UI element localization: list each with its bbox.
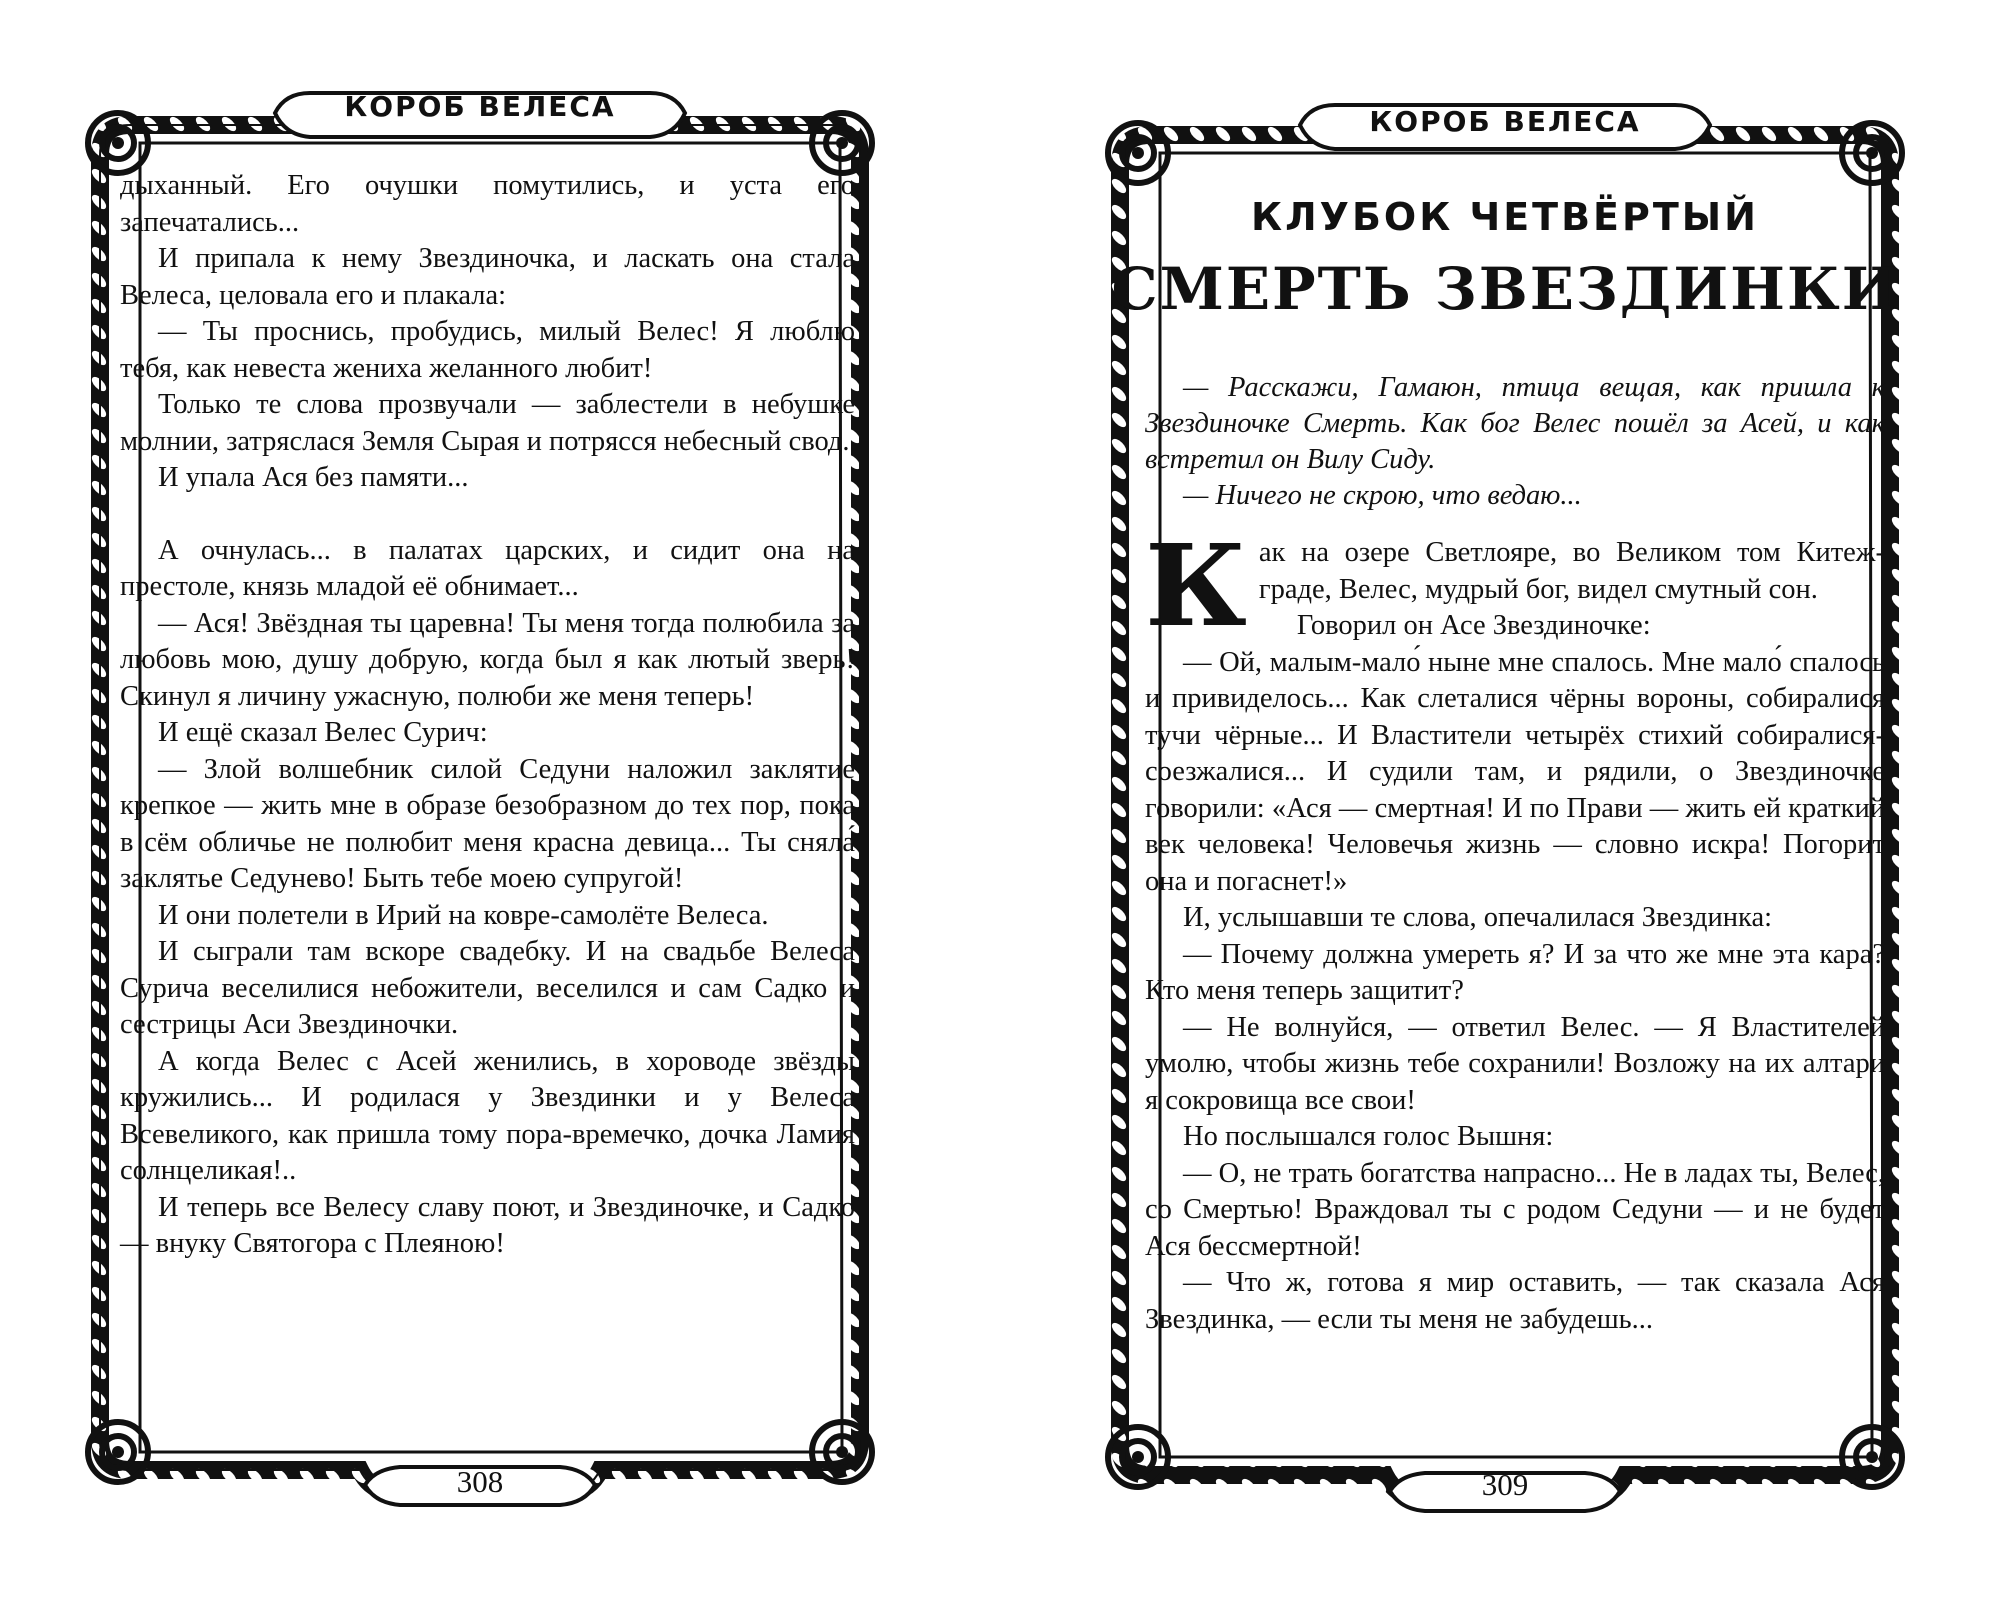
paragraph: — Ой, малым-мало́ ныне мне спалось. Мне мало́ спалось и привиделось... Как слеталися чёрны вороны, собиралися тучи чёрные... И Властители четырёх стихий собиралися-соезжалися... И судили там, и рядили, о Звездиночке говорили: «Ася — смертная! И по Прави — жить ей краткий век человека! Человечья жизнь — словно искра! Погорит она и погаснет!» xyxy=(1145,646,1885,897)
paragraph: — Что ж, готова я мир оставить, — так сказала Ася Звездинка, — если ты меня не забудешь... xyxy=(1145,1267,1885,1335)
paragraph: Только те слова прозвучали — заблестели в небушке молнии, затряслася Земля Сырая и потрясся небесный свод. xyxy=(120,389,855,457)
running-header: КОРОБ ВЕЛЕСА xyxy=(344,90,616,123)
paragraph: — Ты проснись, пробудись, милый Велес! Я люблю тебя, как невеста жениха желанного любит! xyxy=(120,316,855,384)
epigraph-line: — Ничего не скрою, что ведаю... xyxy=(1183,480,1582,511)
paragraph: Говорил он Асе Звездиночке: xyxy=(1296,610,1651,641)
paragraph: — О, не трать богатства напрасно... Не в ладах ты, Велес, со Смертью! Враждовал ты с родом Седуни — и не будет Ася бессмертной! xyxy=(1145,1157,1885,1262)
paragraph: И теперь все Велесу славу поют, и Звездиночке, и Садко — внуку Святогора с Плеяною! xyxy=(120,1191,855,1259)
paragraph: И сыграли там вскоре свадебку. И на свадьбе Велеса Сурича веселилися небожители, веселился и сам Садко и сестрицы Аси Звездиночки. xyxy=(120,936,855,1040)
right-page xyxy=(1080,95,1930,1515)
paragraph: И припала к нему Звездиночка, и ласкать она стала Велеса, целовала его и плакала: xyxy=(120,243,855,311)
first-paragraph-text: ак на озере Светлояре, во Великом том Китеж-граде, Велес, мудрый бог, видел смутный сон. xyxy=(1258,537,1885,605)
paragraph: А очнулась... в палатах царских, и сидит она на престоле, князь младой её обнимает... xyxy=(120,534,855,602)
page-number: 309 xyxy=(1481,1467,1529,1502)
paragraph: А когда Велес с Асей женились, в хороводе звёзды кружились... И родилася у Звездинки и у Велеса Всевеликого, как пришла тому пора-времечко, дочка Ламия солнцеликая!.. xyxy=(120,1045,855,1186)
paragraph: — Ася! Звёздная ты царевна! Ты меня тогда полюбила за любовь мою, душу добрую, когда был я как лютый зверь! Скинул я личину ужасную, полюби же меня теперь! xyxy=(120,607,855,712)
running-header: КОРОБ ВЕЛЕСА xyxy=(1369,105,1641,138)
paragraph: — Почему должна умереть я? И за что же мне эта кара? Кто меня теперь защитит? xyxy=(1145,938,1885,1006)
epigraph-line: — Расскажи, Гамаюн, птица вещая, как пришла к Звездиночке Смерть. Как бог Велес пошёл за Асей, и как встретил он Вилу Сиду. xyxy=(1145,372,1885,475)
body-text xyxy=(120,168,855,1263)
chapter-title: СМЕРТЬ ЗВЕЗДИНКИ xyxy=(1111,255,1899,323)
paragraph: Но послышался голос Вышня: xyxy=(1183,1121,1554,1152)
section-break xyxy=(120,497,855,533)
page-number: 308 xyxy=(456,1464,504,1499)
paragraph: — Злой волшебник силой Седуни наложил заклятие крепкое — жить мне в образе безобразном до тех пор, пока в сём обличье не полюбит меня красна девица... Ты сняла́ заклятье Седунево! Быть тебе моею супругой! xyxy=(120,753,855,894)
paragraph: И упала Ася без памяти... xyxy=(158,462,469,493)
chapter-number: КЛУБОК ЧЕТВЁРТЫЙ xyxy=(1251,195,1759,239)
paragraph: И они полетели в Ирий на ковре-самолёте Велеса. xyxy=(158,899,769,931)
drop-cap: К xyxy=(1145,521,1247,652)
paragraph: — Не волнуйся, — ответил Велес. — Я Властителей умолю, чтобы жизнь тебе сохранили! Возложу на их алтари я сокровища все свои! xyxy=(1145,1011,1885,1116)
left-page xyxy=(60,85,900,1510)
body-text xyxy=(1145,521,1885,1338)
epigraph xyxy=(1145,370,1885,514)
paragraph: И, услышавши те слова, опечалилася Звездинка: xyxy=(1183,902,1773,933)
paragraph: дыханный. Его очушки помутились, и уста его запечатались... xyxy=(120,170,855,238)
paragraph: И ещё сказал Велес Сурич: xyxy=(158,717,488,748)
